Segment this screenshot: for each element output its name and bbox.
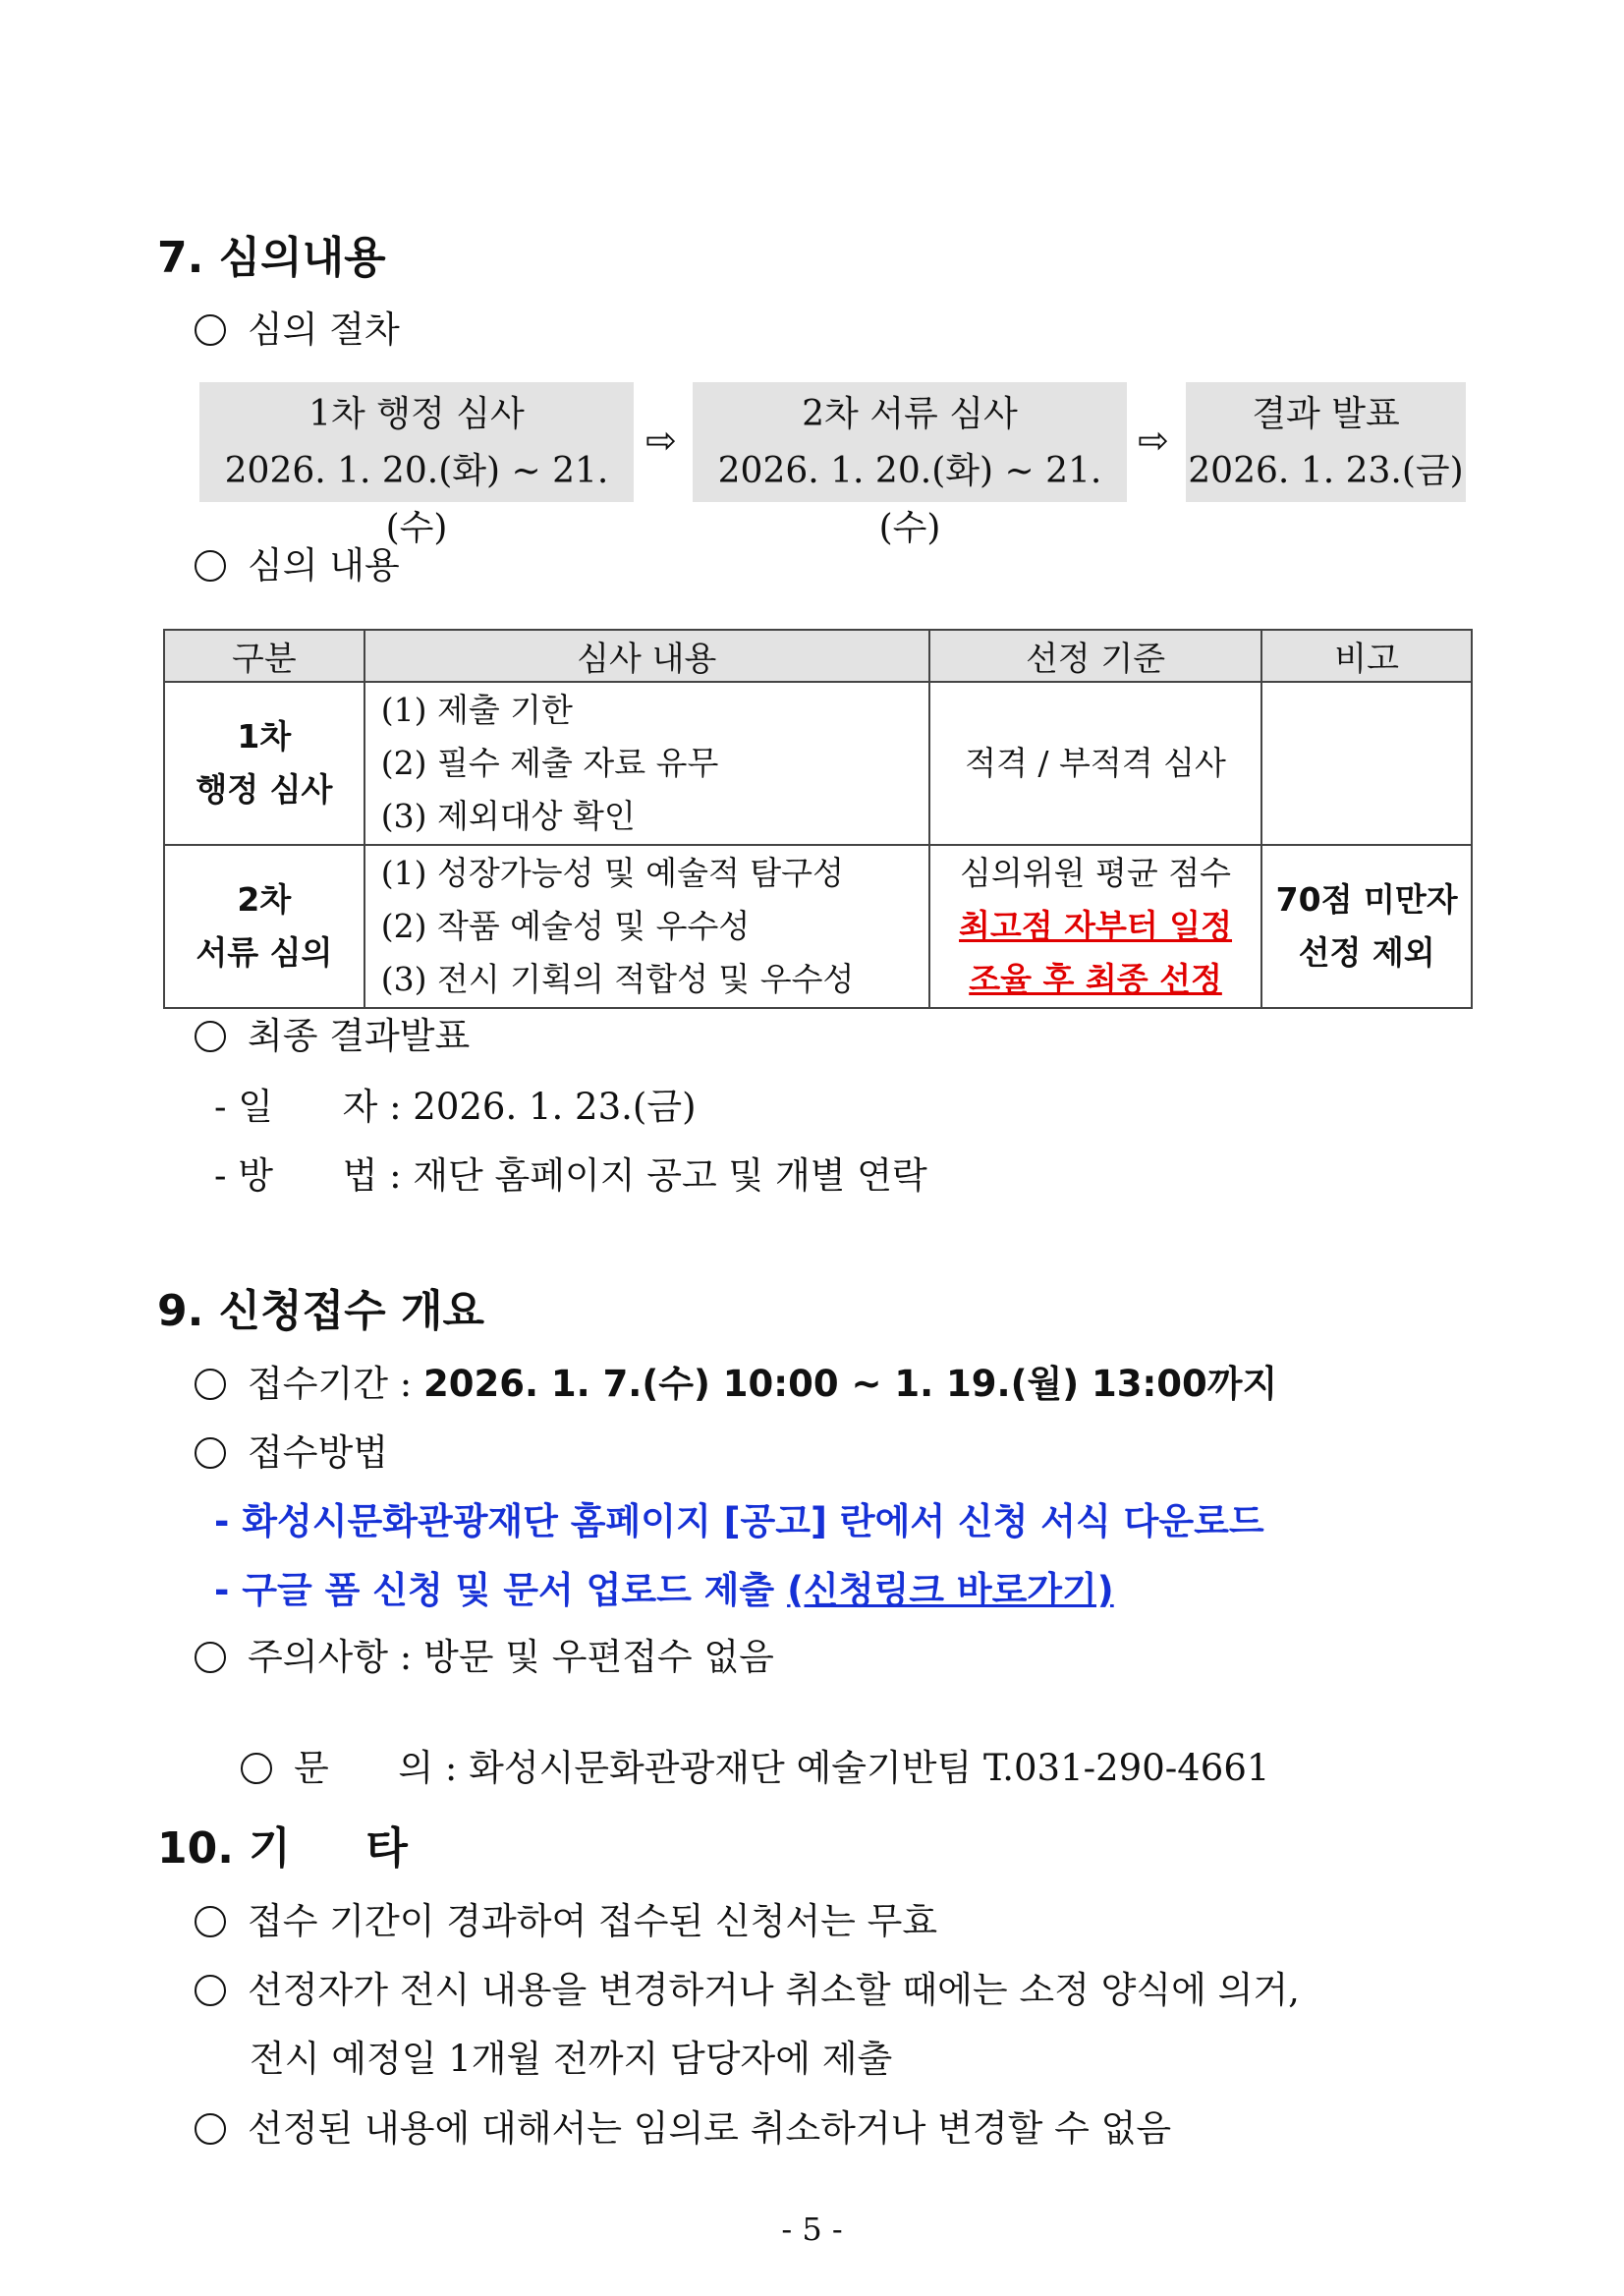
row2-category-line1: 2차 <box>237 880 292 919</box>
step-2-date: 2026. 1. 20.(화) ~ 21.(수) <box>717 451 1102 548</box>
period-line <box>195 1354 1277 1407</box>
circle-bullet-icon <box>195 1369 226 1400</box>
circle-bullet-icon <box>195 2113 226 2145</box>
arrow-right-icon: ⇨ <box>1138 419 1169 462</box>
etc-item-1-text: 접수 기간이 경과하여 접수된 신청서는 무효 <box>248 1900 938 1942</box>
section-9-title: 9. 신청접수 개요 <box>157 1286 484 1336</box>
final-heading <box>195 1006 470 1059</box>
etc-item-3-text: 선정된 내용에 대해서는 임의로 취소하거나 변경할 수 없음 <box>248 2107 1172 2150</box>
row1-category-line2: 행정 심사 <box>196 770 333 809</box>
procedure-heading-text: 심의 절차 <box>248 308 400 351</box>
criteria-table <box>163 629 1473 1009</box>
apply-link[interactable]: (신청링크 바로가기) <box>787 1569 1114 1611</box>
row1-item: (3) 제외대상 확인 <box>380 797 636 835</box>
table-header: 비고 <box>1261 630 1472 682</box>
row1-criteria: 적격 / 부적격 심사 <box>929 682 1261 845</box>
circle-bullet-icon <box>195 1906 226 1937</box>
final-method: - 방 법 : 재단 홈페이지 공고 및 개별 연락 <box>214 1154 927 1197</box>
row2-criteria-line1: 심의위원 평균 점수 <box>960 854 1232 892</box>
content-heading <box>195 535 400 588</box>
row2-criteria <box>929 845 1261 1008</box>
circle-bullet-icon <box>195 1975 226 2006</box>
row2-criteria-line2: 최고점 자부터 일정 <box>959 907 1233 945</box>
row2-item: (2) 작품 예술성 및 우수성 <box>380 907 751 945</box>
step-3-date: 2026. 1. 23.(금) <box>1188 451 1464 491</box>
row2-category <box>164 845 364 1008</box>
method-google-form-text: - 구글 폼 신청 및 문서 업로드 제출 <box>214 1569 788 1611</box>
row2-items <box>364 845 929 1008</box>
table-header: 심사 내용 <box>364 630 929 682</box>
etc-item-2-cont: 전시 예정일 1개월 전까지 담당자에 제출 <box>250 2038 893 2080</box>
row2-note <box>1261 845 1472 1008</box>
period-value: 2026. 1. 7.(수) 10:00 ~ 1. 19.(월) 13:00까지 <box>422 1363 1278 1405</box>
step-box-1 <box>199 382 634 548</box>
step-3-name: 결과 발표 <box>1252 394 1400 434</box>
step-2-name: 2차 서류 심사 <box>802 394 1018 434</box>
row1-item: (2) 필수 제출 자료 유무 <box>380 744 719 782</box>
final-heading-text: 최종 결과발표 <box>248 1015 471 1057</box>
row2-category-line2: 서류 심의 <box>196 933 333 972</box>
circle-bullet-icon <box>195 1437 226 1469</box>
row1-items <box>364 682 929 845</box>
etc-item-2-text: 선정자가 전시 내용을 변경하거나 취소할 때에는 소정 양식에 의거, <box>248 1969 1300 2011</box>
circle-bullet-icon <box>195 550 226 582</box>
method-google-form-line <box>214 1560 1114 1613</box>
content-heading-text: 심의 내용 <box>248 544 400 587</box>
circle-bullet-icon <box>195 314 226 346</box>
procedure-heading <box>195 300 400 353</box>
table-row <box>164 682 1472 845</box>
row1-note <box>1261 682 1472 845</box>
etc-item-1 <box>195 1891 937 1944</box>
caution-line <box>195 1627 774 1680</box>
row2-criteria-line3: 조율 후 최종 선정 <box>969 960 1222 998</box>
etc-item-3 <box>195 2099 1171 2152</box>
row2-item: (1) 성장가능성 및 예술적 탐구성 <box>380 854 844 892</box>
row1-category <box>164 682 364 845</box>
etc-item-2 <box>195 1960 1300 2013</box>
method-heading <box>195 1423 388 1476</box>
section-10-title: 10. 기 타 <box>157 1823 408 1874</box>
circle-bullet-icon <box>241 1753 272 1784</box>
step-box-2 <box>693 382 1127 548</box>
table-row <box>164 845 1472 1008</box>
contact-text: 문 의 : 화성시문화관광재단 예술기반팀 T.031-290-4661 <box>294 1747 1270 1789</box>
step-box-3 <box>1186 382 1466 502</box>
section-7-title: 7. 심의내용 <box>157 233 386 283</box>
final-date: - 일 자 : 2026. 1. 23.(금) <box>214 1086 697 1128</box>
method-download-line: - 화성시문화관광재단 홈페이지 [공고] 란에서 신청 서식 다운로드 <box>214 1500 1264 1542</box>
row1-category-line1: 1차 <box>237 717 292 756</box>
row1-item: (1) 제출 기한 <box>380 691 573 729</box>
step-1-date: 2026. 1. 20.(화) ~ 21.(수) <box>224 451 609 548</box>
arrow-right-icon: ⇨ <box>645 419 677 462</box>
circle-bullet-icon <box>195 1642 226 1673</box>
page-number: - 5 - <box>781 2211 843 2248</box>
row2-note-line1: 70점 미만자 <box>1275 880 1458 919</box>
row2-note-line2: 선정 제외 <box>1298 933 1435 972</box>
table-header-row <box>164 630 1472 682</box>
caution-text: 주의사항 : 방문 및 우편접수 없음 <box>248 1636 774 1678</box>
step-1-name: 1차 행정 심사 <box>308 394 525 434</box>
table-header: 구분 <box>164 630 364 682</box>
circle-bullet-icon <box>195 1021 226 1052</box>
table-header: 선정 기준 <box>929 630 1261 682</box>
method-heading-text: 접수방법 <box>248 1431 388 1474</box>
row2-item: (3) 전시 기획의 적합성 및 우수성 <box>380 960 855 998</box>
period-label: 접수기간 : <box>248 1363 423 1405</box>
